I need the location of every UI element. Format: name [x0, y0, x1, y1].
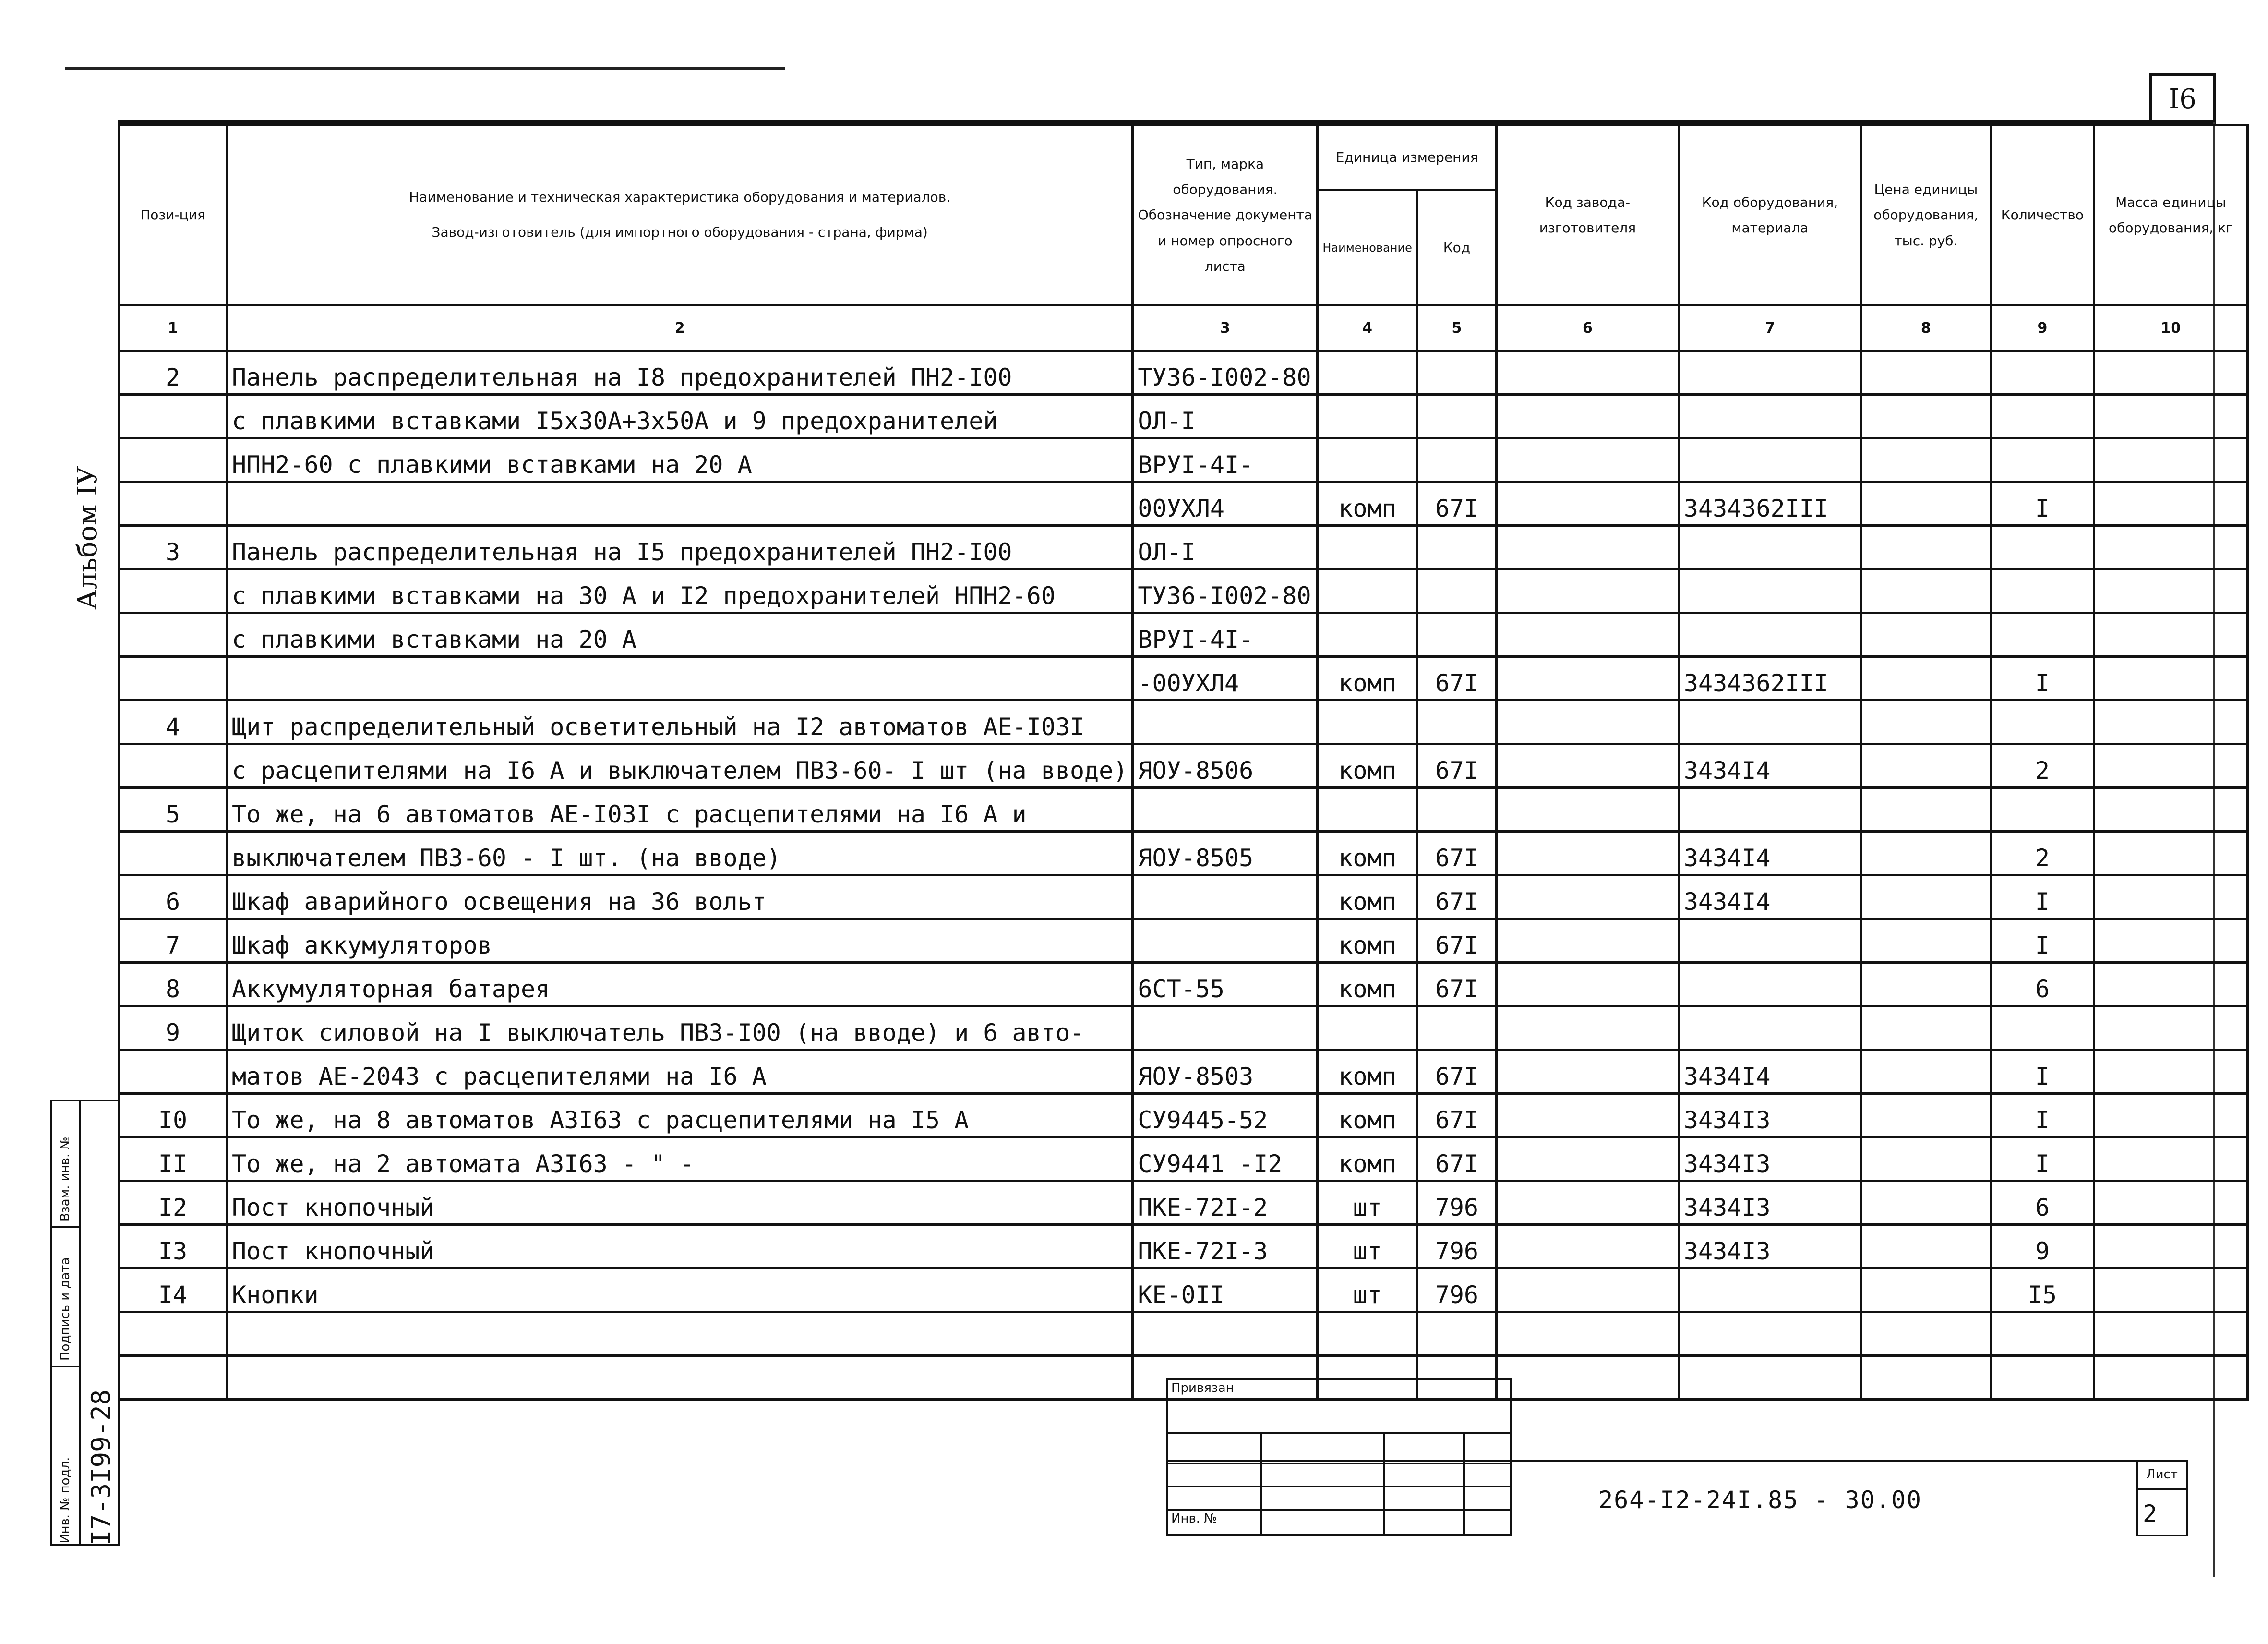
cell-unit-code — [1417, 701, 1496, 744]
cell-position: 2 — [119, 351, 227, 395]
header-position: Пози-ция — [119, 125, 227, 305]
cell-quantity: 6 — [1991, 1181, 2094, 1225]
cell-price — [1861, 1312, 1991, 1356]
cell-mass — [2094, 569, 2247, 613]
cell-name: выключателем ПВЗ-60 - I шт. (на вводе) — [227, 832, 1133, 875]
cell-quantity — [1991, 1312, 2094, 1356]
cell-unit — [1318, 395, 1417, 438]
cell-type: ТУ36-I002-80 — [1133, 351, 1318, 395]
cell-price — [1861, 482, 1991, 526]
cell-price — [1861, 1050, 1991, 1094]
cell-mass — [2094, 963, 2247, 1006]
orig-inv-label: Инв. № подл. — [58, 1457, 72, 1543]
cell-mass — [2094, 919, 2247, 963]
cell-position: I4 — [119, 1269, 227, 1312]
inv-label: Инв. № — [1167, 1510, 1261, 1535]
table-row — [119, 613, 2248, 657]
cell-quantity — [1991, 788, 2094, 832]
cell-equipment-code: 3434I3 — [1679, 1137, 1861, 1181]
header-factory-code: Код завода-изготовителя — [1496, 125, 1679, 305]
table-row — [119, 1050, 2248, 1094]
cell-price — [1861, 1269, 1991, 1312]
cell-unit — [1318, 788, 1417, 832]
cell-name: с расцепителями на I6 А и выключателем ПВЗ-60- I шт (на вводе) — [227, 744, 1133, 788]
table-row — [119, 1181, 2248, 1225]
cell-unit: шт — [1318, 1181, 1417, 1225]
table-row — [119, 832, 2248, 875]
header-unit-code: Код — [1417, 190, 1496, 305]
cell-type — [1133, 1312, 1318, 1356]
cell-equipment-code: 3434362III — [1679, 482, 1861, 526]
cell-price — [1861, 744, 1991, 788]
cell-name: с плавкими вставками на 30 А и I2 предохранителей НПН2-60 — [227, 569, 1133, 613]
col-num: 7 — [1679, 305, 1861, 351]
cell-factory-code — [1496, 657, 1679, 701]
header-unit-name: Наименование — [1318, 190, 1417, 305]
cell-name: Щит распределительный осветительный на I2 автоматов АЕ-I03I — [227, 701, 1133, 744]
cell-price — [1861, 351, 1991, 395]
col-num: 10 — [2094, 305, 2247, 351]
cell-factory-code — [1496, 832, 1679, 875]
col-num: 4 — [1318, 305, 1417, 351]
table-row — [119, 963, 2248, 1006]
cell-equipment-code — [1679, 1356, 1861, 1400]
cell-price — [1861, 1006, 1991, 1050]
col-num: 5 — [1417, 305, 1496, 351]
table-row — [119, 1094, 2248, 1137]
cell-type: ПКЕ-72I-3 — [1133, 1225, 1318, 1269]
cell-type: ВРУI-4I- — [1133, 438, 1318, 482]
cell-factory-code — [1496, 395, 1679, 438]
cell-type: СУ9445-52 — [1133, 1094, 1318, 1137]
cell-name: То же, на 6 автоматов АЕ-I03I с расцепителями на I6 А и — [227, 788, 1133, 832]
cell-factory-code — [1496, 1356, 1679, 1400]
cell-position — [119, 438, 227, 482]
cell-unit: шт — [1318, 1269, 1417, 1312]
list-box — [2136, 1460, 2188, 1536]
cell-equipment-code — [1679, 438, 1861, 482]
cell-mass — [2094, 526, 2247, 569]
cell-price — [1861, 569, 1991, 613]
cell-quantity: I — [1991, 875, 2094, 919]
cell-factory-code — [1496, 1050, 1679, 1094]
cell-name — [227, 657, 1133, 701]
cell-unit-code: 67I — [1417, 875, 1496, 919]
cell-type: КЕ-0II — [1133, 1269, 1318, 1312]
cell-mass — [2094, 657, 2247, 701]
header-mass: Масса единицы оборудования, кг — [2094, 125, 2247, 305]
cell-price — [1861, 875, 1991, 919]
cell-factory-code — [1496, 1094, 1679, 1137]
col-num: 2 — [227, 305, 1133, 351]
cell-unit-code — [1417, 526, 1496, 569]
cell-quantity — [1991, 526, 2094, 569]
cell-position: 6 — [119, 875, 227, 919]
cell-position — [119, 395, 227, 438]
cell-equipment-code — [1679, 351, 1861, 395]
bound-stamp — [1166, 1378, 1512, 1536]
cell-type: 00УХЛ4 — [1133, 482, 1318, 526]
cell-quantity: I5 — [1991, 1269, 2094, 1312]
cell-unit — [1318, 1006, 1417, 1050]
cell-unit-code: 67I — [1417, 657, 1496, 701]
cell-unit-code: 67I — [1417, 1094, 1496, 1137]
cell-quantity — [1991, 395, 2094, 438]
cell-name: То же, на 2 автомата А3I63 - " - — [227, 1137, 1133, 1181]
cell-name — [227, 1312, 1133, 1356]
cell-mass — [2094, 701, 2247, 744]
table-row — [119, 875, 2248, 919]
cell-quantity: 2 — [1991, 744, 2094, 788]
cell-name — [227, 482, 1133, 526]
cell-type: СУ9441 -I2 — [1133, 1137, 1318, 1181]
cell-position — [119, 657, 227, 701]
cell-name: Панель распределительная на I5 предохранителей ПН2-I00 — [227, 526, 1133, 569]
col-num: 9 — [1991, 305, 2094, 351]
cell-unit-code: 67I — [1417, 919, 1496, 963]
cell-position — [119, 1312, 227, 1356]
col-num: 3 — [1133, 305, 1318, 351]
cell-position — [119, 1356, 227, 1400]
left-stamp — [50, 1100, 120, 1546]
cell-unit — [1318, 438, 1417, 482]
cell-mass — [2094, 1181, 2247, 1225]
header-unit: Единица измерения — [1318, 125, 1497, 190]
cell-quantity — [1991, 613, 2094, 657]
cell-mass — [2094, 832, 2247, 875]
cell-position: 8 — [119, 963, 227, 1006]
cell-unit-code: 67I — [1417, 482, 1496, 526]
cell-quantity: I — [1991, 657, 2094, 701]
cell-type: ЯОУ-8505 — [1133, 832, 1318, 875]
cell-mass — [2094, 1312, 2247, 1356]
cell-unit-code — [1417, 438, 1496, 482]
table-row — [119, 919, 2248, 963]
cell-quantity — [1991, 1356, 2094, 1400]
cell-unit: комп — [1318, 919, 1417, 963]
table-row — [119, 1269, 2248, 1312]
cell-equipment-code: 3434I4 — [1679, 744, 1861, 788]
cell-factory-code — [1496, 1006, 1679, 1050]
cell-quantity — [1991, 1006, 2094, 1050]
header-name — [227, 125, 1133, 305]
cell-position: 3 — [119, 526, 227, 569]
cell-unit — [1318, 701, 1417, 744]
cell-name: Пост кнопочный — [227, 1225, 1133, 1269]
cell-equipment-code: 3434I4 — [1679, 1050, 1861, 1094]
col-num: 8 — [1861, 305, 1991, 351]
cell-factory-code — [1496, 1181, 1679, 1225]
cell-position: 5 — [119, 788, 227, 832]
cell-mass — [2094, 482, 2247, 526]
table-row — [119, 1137, 2248, 1181]
table-row — [119, 701, 2248, 744]
cell-mass — [2094, 1137, 2247, 1181]
cell-unit — [1318, 351, 1417, 395]
cell-name: Шкаф аккумуляторов — [227, 919, 1133, 963]
cell-unit — [1318, 613, 1417, 657]
cell-type — [1133, 701, 1318, 744]
cell-unit: шт — [1318, 1225, 1417, 1269]
cell-equipment-code — [1679, 569, 1861, 613]
table-row — [119, 395, 2248, 438]
header-type: Тип, марка оборудования. Обозначение документа и номер опросного листа — [1133, 125, 1318, 305]
cell-quantity: 9 — [1991, 1225, 2094, 1269]
header-name-line2: Завод-изготовитель (для импортного оборудования - страна, фирма) — [432, 224, 928, 240]
bound-label: Привязан — [1167, 1379, 1511, 1433]
cell-price — [1861, 526, 1991, 569]
cell-unit — [1318, 526, 1417, 569]
cell-unit: комп — [1318, 482, 1417, 526]
table-row — [119, 438, 2248, 482]
cell-factory-code — [1496, 569, 1679, 613]
cell-position: I3 — [119, 1225, 227, 1269]
col-num: 1 — [119, 305, 227, 351]
cell-type: ЯОУ-8503 — [1133, 1050, 1318, 1094]
cell-factory-code — [1496, 613, 1679, 657]
cell-position — [119, 832, 227, 875]
cell-factory-code — [1496, 1269, 1679, 1312]
cell-name: Щиток силовой на I выключатель ПВЗ-I00 (на вводе) и 6 авто- — [227, 1006, 1133, 1050]
cell-unit-code — [1417, 351, 1496, 395]
cell-mass — [2094, 351, 2247, 395]
cell-equipment-code — [1679, 1269, 1861, 1312]
cell-mass — [2094, 1006, 2247, 1050]
cell-unit-code: 796 — [1417, 1269, 1496, 1312]
cell-equipment-code — [1679, 701, 1861, 744]
cell-unit-code — [1417, 569, 1496, 613]
cell-equipment-code: 3434362III — [1679, 657, 1861, 701]
cell-unit: комп — [1318, 1094, 1417, 1137]
cell-equipment-code — [1679, 919, 1861, 963]
cell-type — [1133, 1006, 1318, 1050]
cell-unit-code — [1417, 788, 1496, 832]
cell-quantity — [1991, 569, 2094, 613]
cell-mass — [2094, 1225, 2247, 1269]
cell-position: 4 — [119, 701, 227, 744]
cell-factory-code — [1496, 875, 1679, 919]
cell-equipment-code — [1679, 1312, 1861, 1356]
cell-name: Панель распределительная на I8 предохранителей ПН2-I00 — [227, 351, 1133, 395]
cell-price — [1861, 1225, 1991, 1269]
cell-name: матов АЕ-2043 с расцепителями на I6 А — [227, 1050, 1133, 1094]
table-row — [119, 1225, 2248, 1269]
table-row — [119, 744, 2248, 788]
cell-factory-code — [1496, 1225, 1679, 1269]
album-label: Альбом IУ — [72, 466, 103, 610]
cell-unit-code: 67I — [1417, 1050, 1496, 1094]
cell-price — [1861, 613, 1991, 657]
cell-quantity — [1991, 351, 2094, 395]
cell-mass — [2094, 395, 2247, 438]
table-row — [119, 788, 2248, 832]
cell-factory-code — [1496, 919, 1679, 963]
cell-equipment-code: 3434I4 — [1679, 832, 1861, 875]
list-label: Лист — [2138, 1462, 2186, 1490]
cell-unit-code: 67I — [1417, 744, 1496, 788]
cell-type — [1133, 875, 1318, 919]
cell-factory-code — [1496, 1137, 1679, 1181]
top-border-line — [65, 67, 785, 70]
cell-type: 6СТ-55 — [1133, 963, 1318, 1006]
cell-unit: комп — [1318, 1137, 1417, 1181]
cell-type: ПКЕ-72I-2 — [1133, 1181, 1318, 1225]
cell-quantity: I — [1991, 919, 2094, 963]
cell-name: НПН2-60 с плавкими вставками на 20 А — [227, 438, 1133, 482]
table-row — [119, 1006, 2248, 1050]
cell-position: I2 — [119, 1181, 227, 1225]
cell-price — [1861, 438, 1991, 482]
cell-unit: комп — [1318, 1050, 1417, 1094]
table-row — [119, 526, 2248, 569]
cell-factory-code — [1496, 526, 1679, 569]
cell-equipment-code — [1679, 1006, 1861, 1050]
cell-unit-code: 796 — [1417, 1225, 1496, 1269]
sheet-number: I6 — [2149, 73, 2216, 125]
cell-price — [1861, 832, 1991, 875]
cell-factory-code — [1496, 482, 1679, 526]
cell-quantity: I — [1991, 1050, 2094, 1094]
cell-unit-code — [1417, 1006, 1496, 1050]
cell-equipment-code — [1679, 526, 1861, 569]
cell-factory-code — [1496, 744, 1679, 788]
cell-equipment-code: 3434I3 — [1679, 1181, 1861, 1225]
cell-quantity: 2 — [1991, 832, 2094, 875]
cell-unit: комп — [1318, 744, 1417, 788]
header-equipment-code: Код оборудования, материала — [1679, 125, 1861, 305]
cell-equipment-code — [1679, 613, 1861, 657]
table-row — [119, 482, 2248, 526]
cell-quantity: I — [1991, 482, 2094, 526]
cell-quantity: I — [1991, 1094, 2094, 1137]
cell-equipment-code — [1679, 963, 1861, 1006]
cell-position: 9 — [119, 1006, 227, 1050]
cell-factory-code — [1496, 701, 1679, 744]
cell-unit-code: 796 — [1417, 1181, 1496, 1225]
cell-equipment-code: 3434I4 — [1679, 875, 1861, 919]
cell-price — [1861, 788, 1991, 832]
cell-unit-code: 67I — [1417, 832, 1496, 875]
cell-position — [119, 744, 227, 788]
table-row — [119, 351, 2248, 395]
cell-name — [227, 1356, 1133, 1400]
cell-mass — [2094, 613, 2247, 657]
cell-mass — [2094, 1050, 2247, 1094]
cell-factory-code — [1496, 438, 1679, 482]
cell-factory-code — [1496, 351, 1679, 395]
header-price: Цена единицы оборудования, тыс. руб. — [1861, 125, 1991, 305]
cell-unit — [1318, 569, 1417, 613]
cell-mass — [2094, 1356, 2247, 1400]
cell-unit-code — [1417, 395, 1496, 438]
cell-name: с плавкими вставками I5х30А+3х50А и 9 предохранителей — [227, 395, 1133, 438]
replace-inv-label: Взам. инв. № — [58, 1136, 72, 1221]
cell-price — [1861, 395, 1991, 438]
cell-type: ОЛ-I — [1133, 526, 1318, 569]
document-number: 264-I2-24I.85 - 30.00 — [1598, 1486, 1922, 1514]
cell-unit: комп — [1318, 963, 1417, 1006]
cell-price — [1861, 657, 1991, 701]
cell-price — [1861, 1137, 1991, 1181]
cell-unit: комп — [1318, 657, 1417, 701]
cell-mass — [2094, 744, 2247, 788]
cell-position: II — [119, 1137, 227, 1181]
cell-name: Аккумуляторная батарея — [227, 963, 1133, 1006]
cell-type — [1133, 919, 1318, 963]
cell-unit: комп — [1318, 875, 1417, 919]
cell-name: Кнопки — [227, 1269, 1133, 1312]
table-row — [119, 657, 2248, 701]
cell-position — [119, 482, 227, 526]
cell-mass — [2094, 1094, 2247, 1137]
cell-factory-code — [1496, 788, 1679, 832]
cell-unit-code — [1417, 613, 1496, 657]
cell-mass — [2094, 438, 2247, 482]
cell-mass — [2094, 788, 2247, 832]
cell-type: -00УХЛ4 — [1133, 657, 1318, 701]
cell-equipment-code — [1679, 788, 1861, 832]
cell-type — [1133, 788, 1318, 832]
cell-type: ОЛ-I — [1133, 395, 1318, 438]
cell-mass — [2094, 1269, 2247, 1312]
orig-inv-value: I7-3I99-28 — [86, 1389, 116, 1546]
cell-unit — [1318, 1312, 1417, 1356]
cell-position — [119, 1050, 227, 1094]
cell-type: ЯОУ-8506 — [1133, 744, 1318, 788]
cell-name: с плавкими вставками на 20 А — [227, 613, 1133, 657]
specification-table — [118, 124, 2249, 1401]
cell-type: ТУ36-I002-80 — [1133, 569, 1318, 613]
cell-quantity: I — [1991, 1137, 2094, 1181]
cell-name: Пост кнопочный — [227, 1181, 1133, 1225]
cell-position: I0 — [119, 1094, 227, 1137]
cell-price — [1861, 1181, 1991, 1225]
cell-equipment-code: 3434I3 — [1679, 1094, 1861, 1137]
cell-price — [1861, 963, 1991, 1006]
list-value: 2 — [2143, 1500, 2158, 1528]
cell-quantity — [1991, 701, 2094, 744]
signature-date-label: Подпись и дата — [58, 1257, 72, 1361]
cell-mass — [2094, 875, 2247, 919]
cell-unit-code: 67I — [1417, 1137, 1496, 1181]
header-name-line1: Наименование и техническая характеристика оборудования и материалов. — [409, 189, 951, 206]
cell-equipment-code: 3434I3 — [1679, 1225, 1861, 1269]
col-num: 6 — [1496, 305, 1679, 351]
cell-equipment-code — [1679, 395, 1861, 438]
table-row — [119, 1312, 2248, 1356]
cell-factory-code — [1496, 963, 1679, 1006]
cell-quantity — [1991, 438, 2094, 482]
cell-quantity: 6 — [1991, 963, 2094, 1006]
cell-price — [1861, 1356, 1991, 1400]
cell-unit: комп — [1318, 832, 1417, 875]
cell-position: 7 — [119, 919, 227, 963]
cell-position — [119, 613, 227, 657]
cell-price — [1861, 919, 1991, 963]
cell-price — [1861, 1094, 1991, 1137]
cell-position — [119, 569, 227, 613]
cell-name: Шкаф аварийного освещения на 36 вольт — [227, 875, 1133, 919]
cell-price — [1861, 701, 1991, 744]
table-row — [119, 569, 2248, 613]
cell-name: То же, на 8 автоматов А3I63 с расцепителями на I5 А — [227, 1094, 1133, 1137]
header-quantity: Количество — [1991, 125, 2094, 305]
cell-factory-code — [1496, 1312, 1679, 1356]
cell-unit-code: 67I — [1417, 963, 1496, 1006]
cell-unit-code — [1417, 1312, 1496, 1356]
cell-type: ВРУI-4I- — [1133, 613, 1318, 657]
